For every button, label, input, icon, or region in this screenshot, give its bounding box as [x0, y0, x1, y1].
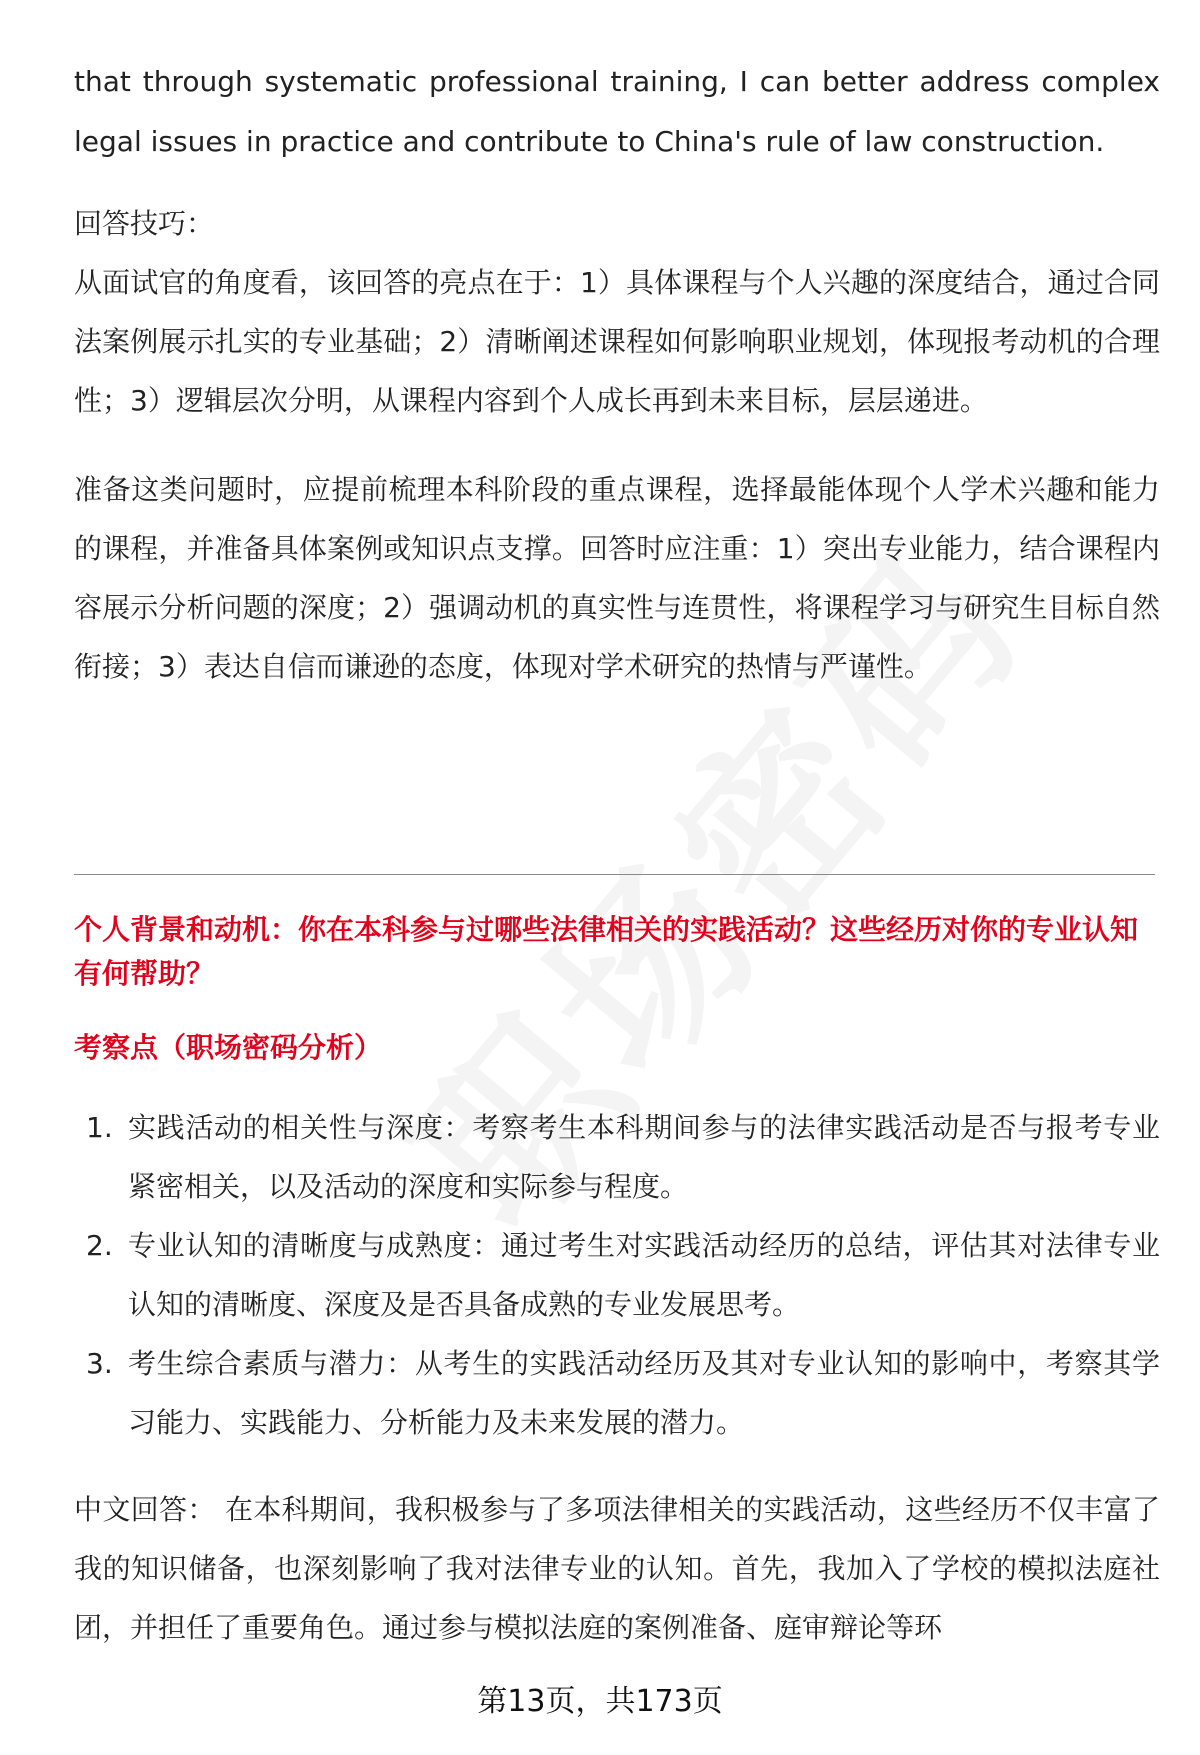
chinese-answer: 中文回答： 在本科期间，我积极参与了多项法律相关的实践活动，这些经历不仅丰富了我的知识储备，也深刻影响了我对法律专业的认知。首先，我加入了学校的模拟法庭社团，并担任了重要角色。通过参与模拟法庭的案例准备、庭审辩论等环	[74, 1493, 1160, 1644]
list-item-number: 3.	[86, 1347, 113, 1380]
list-item	[74, 1216, 1160, 1334]
focus-points-list	[74, 1098, 1160, 1452]
list-item-number: 1.	[86, 1111, 113, 1144]
tips-label: 回答技巧：	[74, 207, 215, 240]
focus-heading: 考察点（职场密码分析）	[74, 1031, 383, 1064]
list-item-text: 考生综合素质与潜力：从考生的实践活动经历及其对专业认知的影响中，考察其学习能力、实践能力、分析能力及未来发展的潜力。	[128, 1347, 1160, 1439]
tips-paragraph-2: 准备这类问题时，应提前梳理本科阶段的重点课程，选择最能体现个人学术兴趣和能力的课程，并准备具体案例或知识点支撑。回答时应注重：1）突出专业能力，结合课程内容展示分析问题的深度；2）强调动机的真实性与连贯性，将课程学习与研究生目标自然衔接；3）表达自信而谦逊的态度，体现对学术研究的热情与严谨性。	[74, 473, 1160, 683]
section-divider	[74, 874, 1155, 875]
tips-paragraph-1: 从面试官的角度看，该回答的亮点在于：1）具体课程与个人兴趣的深度结合，通过合同法案例展示扎实的专业基础；2）清晰阐述课程如何影响职业规划，体现报考动机的合理性；3）逻辑层次分明，从课程内容到个人成长再到未来目标，层层递进。	[74, 266, 1160, 417]
list-item-text: 实践活动的相关性与深度：考察考生本科期间参与的法律实践活动是否与报考专业紧密相关，以及活动的深度和实际参与程度。	[128, 1111, 1160, 1203]
list-item	[74, 1334, 1160, 1452]
question-title: 个人背景和动机：你在本科参与过哪些法律相关的实践活动？这些经历对你的专业认知有何帮助？	[74, 913, 1139, 990]
page-number: 第13页，共173页	[477, 1684, 723, 1719]
english-answer-continuation: that through systematic professional training, I can better address complex legal issues in practice and contribute to China's rule of law construction.	[74, 65, 1160, 158]
list-item	[74, 1098, 1160, 1216]
question-section	[74, 908, 1160, 1657]
list-item-number: 2.	[86, 1229, 113, 1262]
document-body	[74, 52, 1160, 696]
list-item-text: 专业认知的清晰度与成熟度：通过考生对实践活动经历的总结，评估其对法律专业认知的清晰度、深度及是否具备成熟的专业发展思考。	[128, 1229, 1160, 1321]
